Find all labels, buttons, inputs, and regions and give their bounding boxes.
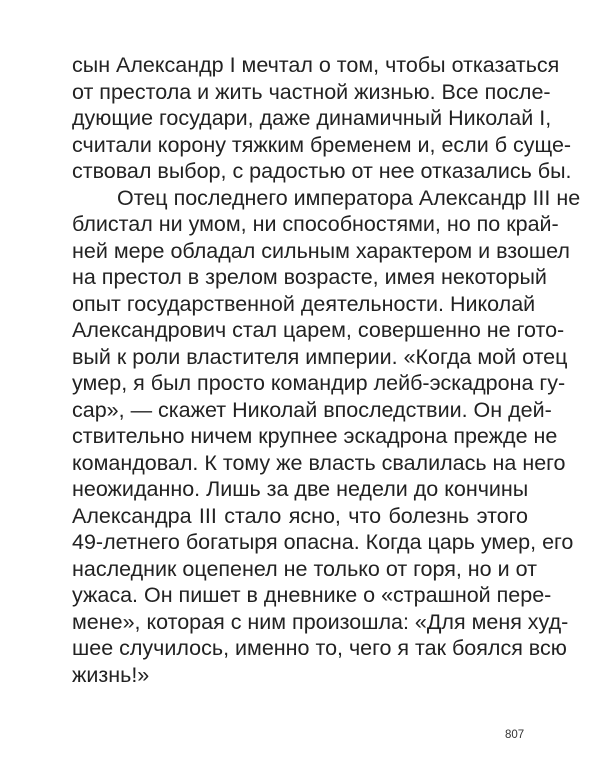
text-line: ужаса. Он пишет в дневнике о «страшной пере-	[72, 583, 552, 607]
text-line: сын Александр I мечтал о том, чтобы отказаться	[72, 53, 560, 77]
text-line: сар», — скажет Николай впоследствии. Он дей-	[72, 397, 552, 422]
text-line: ствительно ничем крупнее эскадрона прежде не	[72, 424, 558, 448]
text-line: Александра III стало ясно, что болезнь этого	[72, 503, 528, 528]
page-number: 807	[505, 729, 525, 741]
text-line: шее случилось, именно то, чего я так боялся всю	[72, 636, 567, 660]
text-line: умер, я был просто командир лейб-эскадрона гу-	[72, 371, 566, 395]
text-line: жизнь!»	[72, 662, 150, 687]
text-line: Отец последнего императора Александр III не	[117, 185, 581, 210]
text-line: ствовал выбор, с радостью от нее отказались бы.	[72, 159, 572, 183]
text-line: наследник оцепенел не только от горя, но и от	[72, 556, 537, 581]
text-line: вый к роли властителя империи. «Когда мой отец	[72, 344, 568, 369]
text-line: на престол в зрелом возрасте, имея некоторый	[72, 265, 547, 289]
text-line: ней мере обладал сильным характером и взошел	[72, 238, 570, 263]
text-line: неожиданно. Лишь за две недели до кончины	[72, 477, 529, 501]
text-line: мене», которая с ним произошла: «Для меня худ-	[72, 609, 569, 634]
text-line: считали корону тяжким бременем и, если б суще-	[72, 132, 572, 157]
text-line: блистал ни умом, ни способностями, но по край-	[72, 212, 559, 236]
text-line: дующие государи, даже динамичный Николай I,	[72, 106, 552, 130]
text-line: от престола и жить частной жизнью. Все после-	[72, 79, 551, 104]
text-line: опыт государственной деятельности. Николай	[72, 291, 536, 316]
text-line: командовал. К тому же власть свалилась на него	[72, 450, 566, 475]
text-line: Александрович стал царем, совершенно не гото-	[72, 318, 565, 342]
text-line: 49-летнего богатыря опасна. Когда царь умер, его	[72, 530, 574, 554]
body-text	[72, 52, 581, 688]
